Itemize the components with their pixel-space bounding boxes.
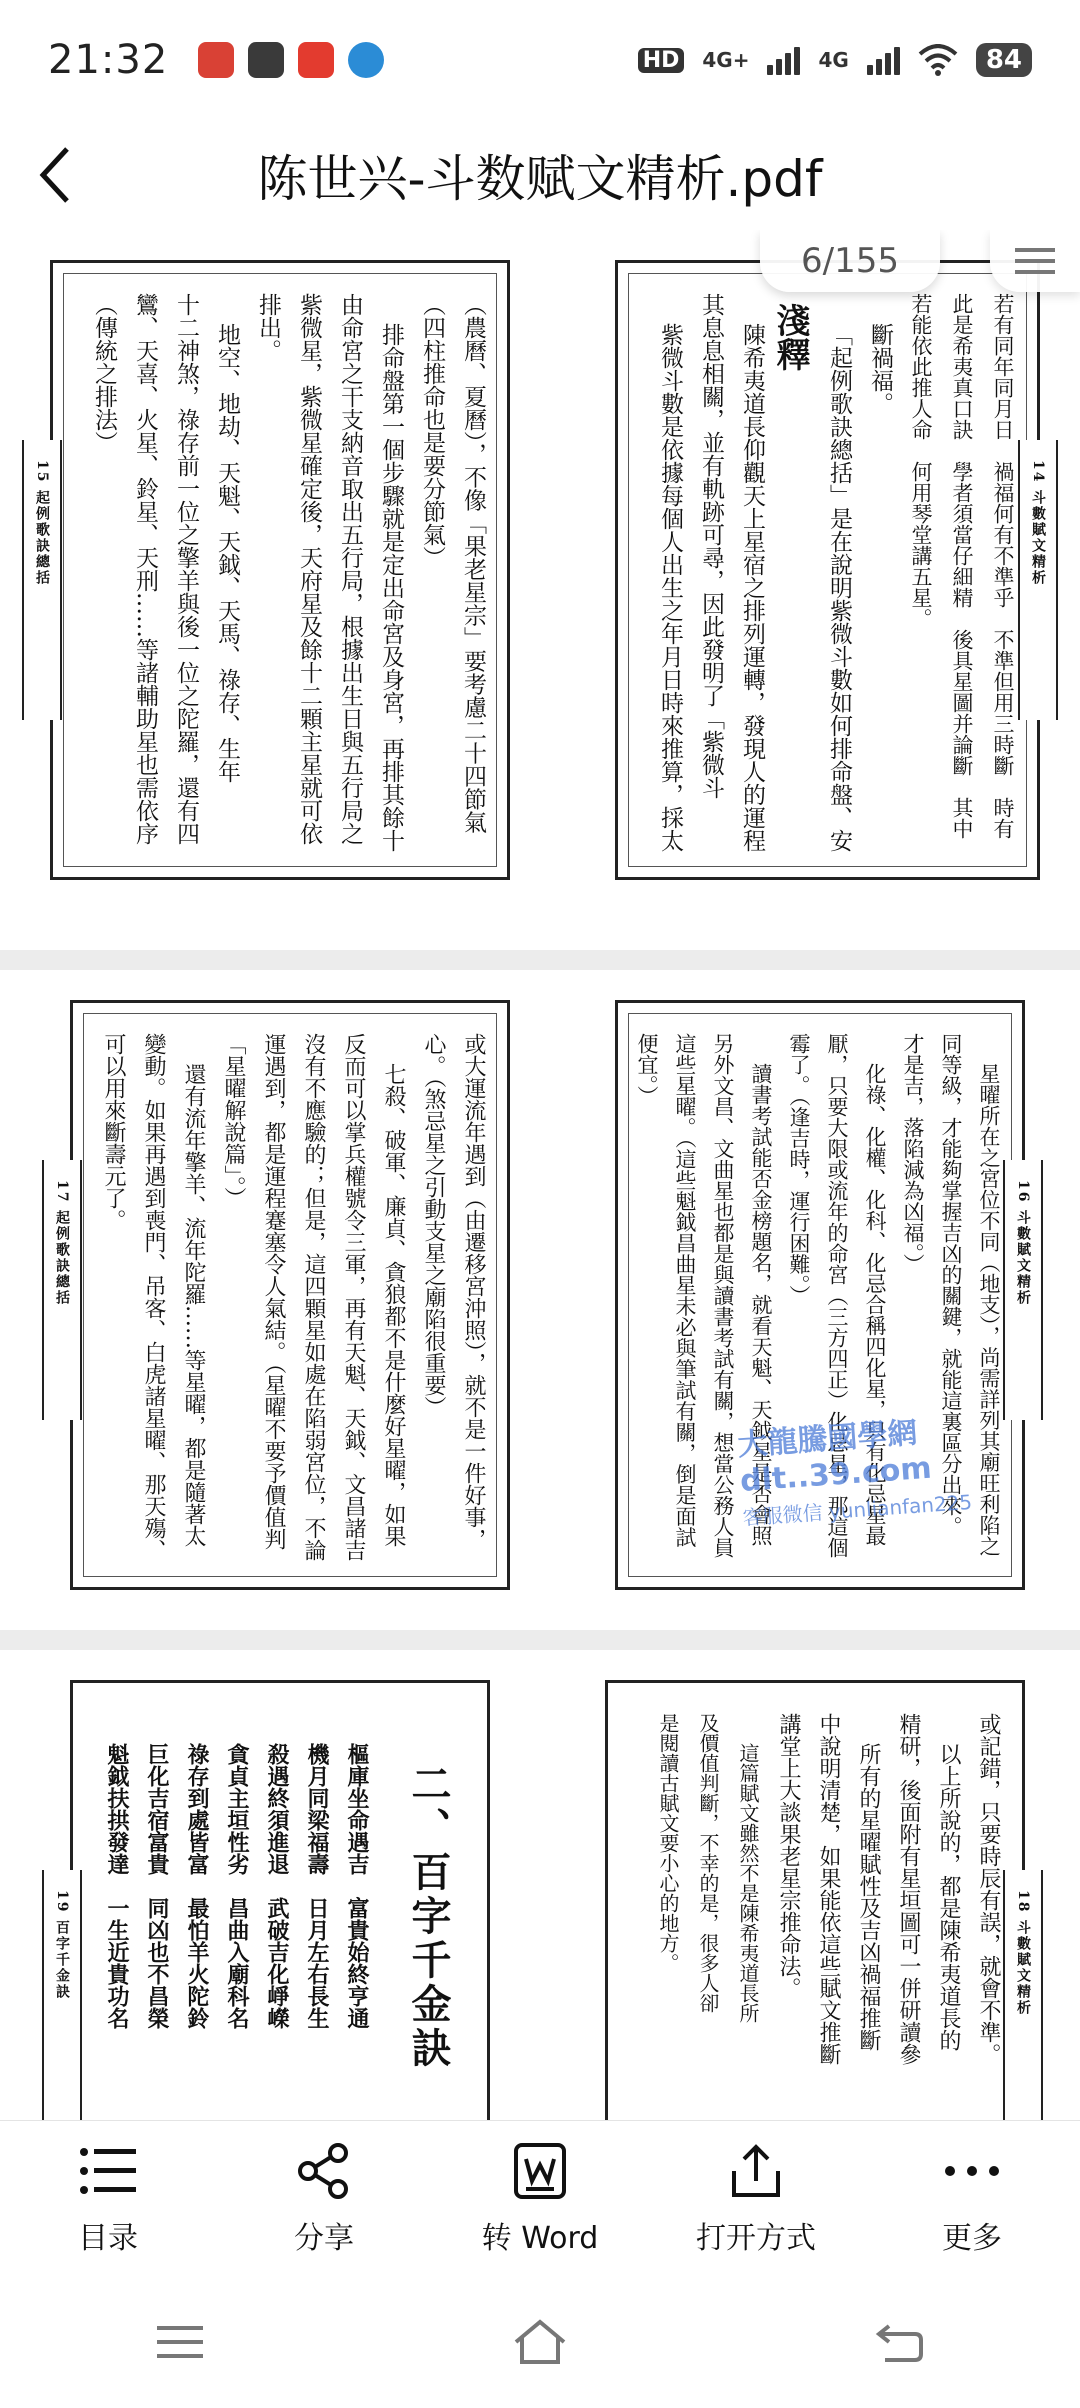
verse-column: 若能依此推人命 何用琴堂講五星。 — [909, 293, 933, 629]
page-text-column: 厭，只要大限或流年的命宮（三方四正）化忌星，那這個 — [825, 1033, 849, 1558]
page-text-column: 紫微星，紫微星確定後，天府星及餘十二顆主星就可依 — [296, 293, 322, 845]
toc-label: 目录 — [78, 2221, 138, 2256]
battery-indicator: 84 — [976, 43, 1032, 77]
page-text-column: 化祿、化權、化科、化忌合稱四化星，只有化忌星最 — [863, 1063, 887, 1546]
page-header-label: 18 斗數賦文精析 — [1015, 1890, 1031, 2017]
page-text-column: 才是吉，落陷減為凶福。） — [901, 1033, 925, 1275]
verse-column: 機月同梁福壽 日月左右長生 — [304, 1743, 330, 2029]
verse-column: 樞庫坐命遇吉 富貴始終亨通 — [344, 1743, 370, 2029]
share-icon — [292, 2139, 356, 2203]
verse-column: 巨化吉宿富貴 同凶也不昌榮 — [144, 1743, 170, 2029]
bottom-toolbar — [0, 2120, 1080, 2275]
page-spine — [22, 440, 62, 720]
toc-button[interactable] — [8, 2139, 208, 2257]
verse-column: 貪貞主垣性劣 昌曲入廟科名 — [224, 1743, 250, 2029]
hamburger-icon — [1015, 246, 1055, 276]
page-text-column: 心。（煞忌星之引動支星之廟陷很重要） — [421, 1033, 446, 1418]
convert-word-button[interactable] — [440, 2139, 640, 2257]
page-text-column: 其息息相關，並有軌跡可尋，因此發明了「紫微斗 — [698, 293, 724, 799]
page-text-column: 排出。 — [255, 293, 281, 362]
page-text-column: 精研，後面附有星垣圖可一併研讀參 — [896, 1713, 921, 2065]
page-spine — [1018, 440, 1058, 720]
page-text-column: 另外文昌、文曲星也都是與讀書考試有關，想當公務人員 — [711, 1033, 735, 1558]
word-icon — [508, 2139, 572, 2203]
page-text-column: 地空、地劫、天魁、天鉞、天馬、祿存、生年 — [214, 323, 240, 783]
page-text-column: 鸞、天喜、火星、鈴星、天刑……等諸輔助星也需依序 — [132, 293, 158, 845]
page-text-column: 或大運流年遇到（由遷移宮沖照），就不是一件好事， — [461, 1033, 486, 1550]
pdf-page-15 — [50, 260, 510, 880]
section-heading: 淺釋 — [770, 303, 810, 371]
share-label: 分享 — [294, 2221, 354, 2256]
page-spine — [1003, 1160, 1043, 1420]
page-spine — [42, 1160, 82, 1420]
page-text-column: 這些星曜。（這些魁鉞昌曲星未必與筆試有關，倒是面試 — [673, 1033, 697, 1548]
page-spine — [42, 1870, 82, 2120]
page-text-column: 是閱讀古賦文要小心的地方。 — [656, 1713, 680, 1973]
open-with-icon — [724, 2139, 788, 2203]
page-spread — [0, 970, 1080, 1630]
pdf-viewer[interactable] — [0, 230, 1080, 2120]
page-text-column: 由命宮之干支納音取出五行局，根據出生日與五行局之 — [337, 293, 363, 845]
page-text-column: 斷禍福。 — [867, 323, 893, 415]
page-text-column: 「星曜解說篇」。） — [221, 1033, 246, 1209]
page-text-column: 便宜。） — [635, 1033, 659, 1107]
more-icon — [940, 2139, 1004, 2203]
page-header-label: 14 斗數賦文精析 — [1030, 460, 1046, 587]
open-with-button[interactable] — [656, 2139, 856, 2257]
signal-icon — [767, 45, 800, 75]
open-with-label: 打开方式 — [696, 2221, 816, 2256]
page-text-column: 或記錯，只要時辰有誤，就會不準。 — [976, 1713, 1001, 2065]
page-spread — [0, 230, 1080, 950]
status-app-icons — [198, 42, 384, 78]
page-text-column: （傳統之排法） — [91, 293, 117, 454]
page-text-column: 「起例歌訣總括」是在說明紫微斗數如何排命盤、安 — [826, 323, 852, 852]
menu-toggle-button[interactable] — [990, 230, 1080, 292]
signal-icon — [867, 45, 900, 75]
page-text-column: 讀書考試能否金榜題名，就看天魁、天鉞星是否會照 — [749, 1063, 773, 1546]
hd-icon: HD — [638, 48, 685, 73]
more-label: 更多 — [942, 2221, 1002, 2256]
app-header — [0, 120, 1080, 230]
verse-column: 祿存到處皆富 最怕羊火陀鈴 — [184, 1743, 210, 2029]
page-indicator[interactable]: 6/155 — [760, 230, 940, 292]
verse-column: 魁鉞扶拱發達 一生近貴功名 — [104, 1743, 130, 2029]
page-text-column: 講堂上大談果老星宗推命法。 — [776, 1713, 801, 1999]
home-icon — [512, 2318, 568, 2366]
document-title: 陈世兴-斗数赋文精析.pdf — [257, 150, 823, 208]
page-header-label: 16 斗數賦文精析 — [1015, 1180, 1031, 1307]
page-text-column: 沒有不應驗的；但是，這四顆星如處在陷弱宮位，不論 — [301, 1033, 326, 1561]
page-text-column: 及價值判斷，不幸的是，很多人卻 — [696, 1713, 720, 2013]
page-text-column: 反而可以掌兵權號令三軍，再有天魁、天鉞、文昌諸吉 — [341, 1033, 366, 1561]
wifi-icon — [918, 44, 958, 76]
status-bar — [0, 0, 1080, 120]
status-time: 21:32 — [48, 37, 169, 83]
network-4g-plus: 4G+ — [702, 48, 750, 72]
app-notification-icon — [348, 42, 384, 78]
page-text-column: 這篇賦文雖然不是陳希夷道長所 — [736, 1743, 760, 2023]
page-text-column: 所有的星曜賦性及吉凶禍福推斷 — [856, 1743, 881, 2051]
page-text-column: 同等級，才能夠掌握吉凶的關鍵，就能這裏區分出來。 — [939, 1033, 963, 1537]
page-text-column: 陳希夷道長仰觀天上星宿之排列運轉，發現人的運程 — [739, 323, 765, 852]
menu-icon — [157, 2324, 203, 2360]
convert-word-label: 转 Word — [481, 2221, 599, 2256]
verse-column: 若有同年同月日 禍福何有不準乎 不準但用三時斷 時有 — [991, 293, 1015, 839]
home-button[interactable] — [480, 2297, 600, 2387]
page-text-column: 紫微斗數是依據每個人出生之年月日時來推算，採太 — [657, 323, 683, 852]
pdf-page-14 — [615, 260, 1040, 880]
pdf-page-17 — [70, 1000, 510, 1590]
back-icon — [875, 2320, 925, 2364]
share-button[interactable] — [224, 2139, 424, 2257]
system-nav-bar — [0, 2275, 1080, 2408]
page-text-column: 運遇到，都是運程蹇塞令人氣結。（星曜不要予價值判 — [261, 1033, 286, 1550]
page-text-column: 中說明清楚，如果能依這些賦文推斷 — [816, 1713, 841, 2065]
page-text-column: 變動。如果再遇到喪門、吊客、白虎諸星曜、那天殤、 — [141, 1033, 166, 1561]
more-button[interactable] — [872, 2139, 1072, 2257]
page-text-column: 排命盤第一個步驟就是定出命宮及身宮，再排其餘十 — [378, 323, 404, 852]
wechat-icon — [248, 42, 284, 78]
network-4g: 4G — [818, 48, 849, 72]
page-text-column: 霉了。（逢吉時，運行困難。） — [787, 1033, 811, 1306]
page-spread — [0, 1650, 1080, 2120]
pdf-page-18 — [605, 1680, 1025, 2120]
page-text-column: 星曜所在之宮位不同（地支），尚需詳列其廟旺利陷之 — [977, 1063, 1001, 1557]
page-header-label: 17 起例歌訣總括 — [54, 1180, 70, 1307]
page-text-column: 以上所說的，都是陳希夷道長的 — [936, 1743, 961, 2051]
app-notification-icon — [298, 42, 334, 78]
page-text-column: 七殺、破軍、廉貞、貪狼都不是什麼好星曜，如果 — [381, 1063, 406, 1547]
page-header-label: 15 起例歌訣總括 — [34, 460, 50, 587]
watermark-text: 大龍騰國學網 dlt..39.com 客服微信 yunlianfan225 — [736, 1415, 973, 1530]
app-notification-icon — [198, 42, 234, 78]
page-header-label: 19 百字千金訣 — [54, 1890, 70, 2001]
page-text-column: 十二神煞，祿存前一位之擎羊與後一位之陀羅，還有四 — [173, 293, 199, 845]
back-nav-button[interactable] — [840, 2297, 960, 2387]
pdf-page-19 — [70, 1680, 490, 2120]
recent-apps-button[interactable] — [120, 2297, 240, 2387]
verse-column: 殺遇終須進退 武破吉化崢嶸 — [264, 1743, 290, 2029]
page-text-column: （農曆、夏曆），不像「果老星宗」要考慮二十四節氣 — [460, 293, 486, 834]
page-text-column: （四柱推命也是要分節氣） — [419, 293, 445, 569]
section-heading: 二、百字千金訣 — [405, 1763, 452, 2071]
page-text-column: 還有流年擎羊、流年陀羅……等星曜，都是隨著太 — [181, 1063, 206, 1547]
list-icon — [76, 2139, 140, 2203]
page-text-column: 可以用來斷壽元了。 — [101, 1033, 126, 1231]
verse-column: 此是希夷真口訣 學者須當仔細精 後具星圖并論斷 其中 — [950, 293, 974, 839]
page-spine — [1003, 1870, 1043, 2120]
